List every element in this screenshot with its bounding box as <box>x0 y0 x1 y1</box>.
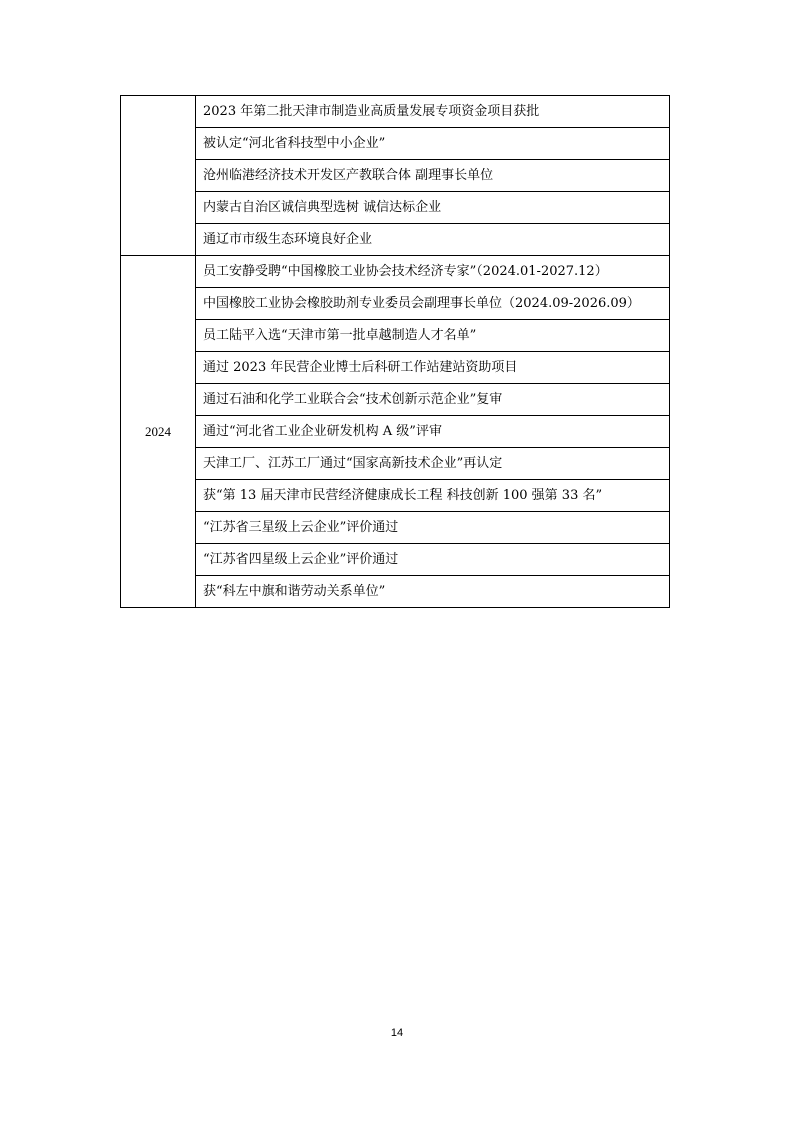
page-number: 14 <box>390 1027 404 1039</box>
honor-item: “江苏省三星级上云企业”评价通过 <box>196 512 670 544</box>
table-row <box>121 416 670 448</box>
honor-item: 天津工厂、江苏工厂通过“国家高新技术企业”再认定 <box>196 448 670 480</box>
honor-item: 通过“河北省工业企业研发机构 A 级”评审 <box>196 416 670 448</box>
honor-item: 被认定“河北省科技型中小企业” <box>196 128 670 160</box>
honor-item: 获“科左中旗和谐劳动关系单位” <box>196 576 670 608</box>
year-cell <box>121 96 196 256</box>
table-row <box>121 448 670 480</box>
honor-item: 获“第 13 届天津市民营经济健康成长工程 科技创新 100 强第 33 名” <box>196 480 670 512</box>
honor-item: 通辽市市级生态环境良好企业 <box>196 224 670 256</box>
honors-table <box>120 95 670 608</box>
honor-item: 员工陆平入选“天津市第一批卓越制造人才名单” <box>196 320 670 352</box>
table-row <box>121 544 670 576</box>
honor-item: 内蒙古自治区诚信典型选树 诚信达标企业 <box>196 192 670 224</box>
table-row <box>121 288 670 320</box>
table-row <box>121 256 670 288</box>
table-row <box>121 320 670 352</box>
honor-item: 中国橡胶工业协会橡胶助剂专业委员会副理事长单位（2024.09-2026.09） <box>196 288 670 320</box>
honor-item: “江苏省四星级上云企业”评价通过 <box>196 544 670 576</box>
table-row <box>121 224 670 256</box>
table-row <box>121 160 670 192</box>
table-row <box>121 96 670 128</box>
table-row <box>121 192 670 224</box>
table-row <box>121 480 670 512</box>
table-row <box>121 384 670 416</box>
table-row <box>121 352 670 384</box>
table-row <box>121 128 670 160</box>
year-cell: 2024 <box>121 256 196 608</box>
honor-item: 2023 年第二批天津市制造业高质量发展专项资金项目获批 <box>196 96 670 128</box>
table-row <box>121 576 670 608</box>
honor-item: 沧州临港经济技术开发区产教联合体 副理事长单位 <box>196 160 670 192</box>
table-row <box>121 512 670 544</box>
honor-item: 通过 2023 年民营企业博士后科研工作站建站资助项目 <box>196 352 670 384</box>
honor-item: 员工安静受聘“中国橡胶工业协会技术经济专家”（2024.01-2027.12） <box>196 256 670 288</box>
honor-item: 通过石油和化学工业联合会“技术创新示范企业”复审 <box>196 384 670 416</box>
